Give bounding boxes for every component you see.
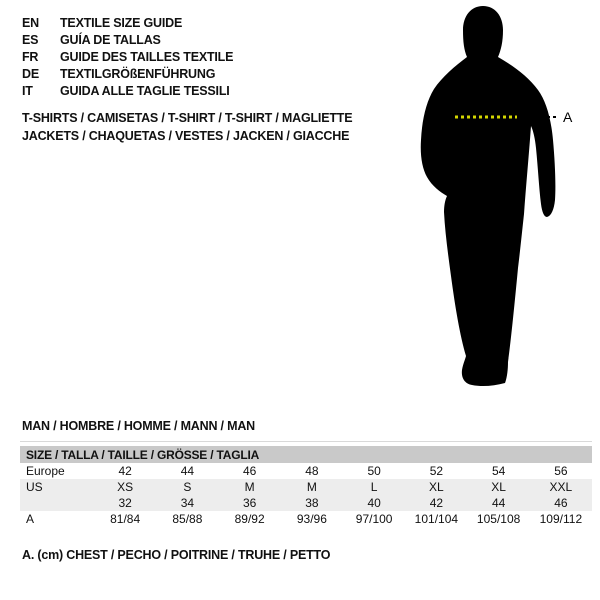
size-cell: 44 bbox=[180, 464, 195, 478]
size-table-wrap bbox=[20, 441, 592, 527]
language-code: ES bbox=[22, 32, 39, 47]
size-cell: XL bbox=[491, 480, 506, 494]
row-label-a: A bbox=[26, 512, 35, 526]
language-code: DE bbox=[22, 66, 39, 81]
size-cell: 44 bbox=[491, 496, 506, 510]
row-label-europe: Europe bbox=[26, 464, 65, 478]
size-cell: 42 bbox=[429, 496, 444, 510]
language-label: TEXTILGRÖßENFÜHRUNG bbox=[60, 66, 216, 81]
table-row-us bbox=[20, 479, 592, 495]
size-cell: 56 bbox=[554, 464, 568, 478]
size-cell: 38 bbox=[305, 496, 319, 510]
size-cell: 48 bbox=[305, 464, 319, 478]
garment-categories bbox=[22, 109, 352, 145]
language-row bbox=[22, 31, 233, 48]
section-title-man: MAN / HOMBRE / HOMME / MANN / MAN bbox=[22, 419, 255, 433]
size-cell: XXL bbox=[549, 480, 573, 494]
size-cell: 89/92 bbox=[234, 512, 265, 526]
language-legend bbox=[22, 14, 233, 99]
size-cell: 101/104 bbox=[414, 512, 459, 526]
silhouette-svg bbox=[410, 0, 590, 410]
category-jackets: JACKETS / CHAQUETAS / VESTES / JACKEN / GIACCHE bbox=[22, 129, 350, 143]
language-row bbox=[22, 48, 233, 65]
size-cell: XS bbox=[117, 480, 134, 494]
size-cell: 46 bbox=[554, 496, 568, 510]
language-code: EN bbox=[22, 15, 39, 30]
size-cell: 42 bbox=[118, 464, 132, 478]
table-row-us-numeric bbox=[20, 495, 592, 511]
language-row bbox=[22, 14, 233, 31]
size-cell: 93/96 bbox=[296, 512, 327, 526]
language-label: GUIDA ALLE TAGLIE TESSILI bbox=[60, 83, 230, 98]
language-label: TEXTILE SIZE GUIDE bbox=[60, 15, 183, 30]
size-cell: 34 bbox=[180, 496, 195, 510]
man-silhouette-shape bbox=[421, 6, 556, 386]
size-cell: 32 bbox=[118, 496, 132, 510]
language-row bbox=[22, 65, 233, 82]
size-table-header: SIZE / TALLA / TAILLE / GRÖSSE / TAGLIA bbox=[20, 446, 592, 463]
size-cell: 36 bbox=[242, 496, 257, 510]
language-label: GUÍA DE TALLAS bbox=[60, 32, 161, 47]
size-table bbox=[20, 446, 592, 527]
size-cell: 85/88 bbox=[172, 512, 203, 526]
language-label: GUIDE DES TAILLES TEXTILE bbox=[60, 49, 234, 64]
footnote-chest: A. (cm) CHEST / PECHO / POITRINE / TRUHE / PETTO bbox=[22, 548, 331, 562]
table-row-europe bbox=[20, 463, 592, 479]
man-silhouette-figure bbox=[410, 0, 590, 410]
size-cell: 52 bbox=[429, 464, 444, 478]
language-code: IT bbox=[22, 83, 33, 98]
size-cell: 105/108 bbox=[476, 512, 521, 526]
size-cell: M bbox=[306, 480, 317, 494]
size-cell: M bbox=[244, 480, 255, 494]
size-cell: 46 bbox=[242, 464, 257, 478]
table-row-chest-cm bbox=[20, 511, 592, 527]
size-cell: 54 bbox=[491, 464, 506, 478]
measure-label-a: A bbox=[563, 109, 573, 125]
size-cell: XL bbox=[429, 480, 444, 494]
size-cell: 40 bbox=[367, 496, 381, 510]
row-label-blank bbox=[20, 495, 94, 511]
language-row bbox=[22, 82, 233, 99]
category-tshirts: T-SHIRTS / CAMISETAS / T-SHIRT / T-SHIRT / MAGLIETTE bbox=[22, 111, 353, 125]
size-cell: 50 bbox=[367, 464, 381, 478]
size-cell: 97/100 bbox=[355, 512, 393, 526]
size-cell: 109/112 bbox=[539, 512, 583, 526]
size-cell: L bbox=[370, 480, 378, 494]
size-table-header-row bbox=[20, 446, 592, 463]
language-code: FR bbox=[22, 49, 39, 64]
size-cell: S bbox=[183, 480, 192, 494]
row-label-us: US bbox=[26, 480, 43, 494]
size-cell: 81/84 bbox=[110, 512, 141, 526]
